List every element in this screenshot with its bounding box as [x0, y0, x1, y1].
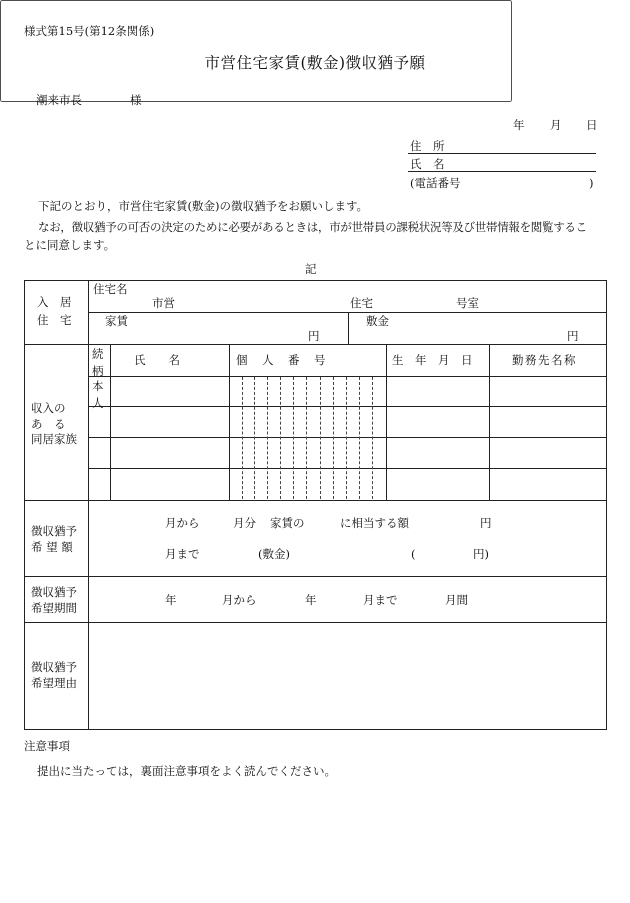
- date-day-label: 日: [586, 118, 598, 132]
- deposit-input[interactable]: [420, 328, 560, 342]
- amount-label-2: 希 望 額: [31, 540, 73, 554]
- period-label-1: 徴収猶予: [31, 585, 77, 599]
- period-year-1: 年: [165, 593, 177, 607]
- period-label-2: 希望期間: [31, 601, 77, 615]
- residence-label-1: 入 居: [37, 295, 72, 309]
- amount-yen-close: 円): [473, 547, 489, 561]
- phone-input[interactable]: [470, 175, 585, 189]
- family-label-2: あ る: [31, 417, 66, 431]
- amount-from-month: 月から: [165, 516, 200, 530]
- amount-paren-open: (: [411, 547, 416, 561]
- workplace-header: 勤務先名称: [512, 353, 577, 367]
- period-months: 月間: [445, 593, 468, 607]
- name-input[interactable]: [455, 156, 593, 170]
- request-text: 下記のとおり，市営住宅家賃(敷金)の徴収猶予をお願いします。: [38, 199, 369, 213]
- period-from-month: 月から: [222, 593, 257, 607]
- relation-header: 続柄: [92, 347, 104, 378]
- reason-label-1: 徴収猶予: [31, 660, 77, 674]
- name-underline: [408, 171, 596, 172]
- family-label-1: 収入の: [31, 401, 66, 415]
- page-title: 市営住宅家賃(敷金)徴収猶予願: [204, 54, 426, 72]
- rent-label: 家賃: [105, 314, 128, 328]
- amount-deposit-paren: (敷金): [258, 547, 290, 561]
- amount-label-1: 徴収猶予: [31, 524, 77, 538]
- birthdate-header: 生 年 月 日: [392, 353, 473, 367]
- housing-name-label: 住宅名: [93, 282, 128, 296]
- amount-yen: 円: [480, 516, 492, 530]
- deposit-label: 敷金: [366, 314, 389, 328]
- ki-label: 記: [305, 262, 317, 276]
- consent-line-2: とに同意します。: [24, 238, 116, 252]
- addressee: 潮来市長: [36, 93, 82, 107]
- date-month-label: 月: [550, 118, 562, 132]
- consent-line-1: なお，徴収猶予の可否の決定のために必要があるときは，市が世帯員の課税状況等及び世帯情報を閲覧するこ: [38, 220, 587, 234]
- address-input[interactable]: [455, 138, 593, 152]
- honorific: 様: [130, 93, 142, 107]
- phone-close: ): [589, 176, 594, 190]
- notes-heading: 注意事項: [24, 739, 70, 753]
- date-year-label: 年: [513, 118, 525, 132]
- form-number: 様式第15号(第12条関係): [24, 24, 155, 38]
- residence-label-2: 住 宅: [37, 313, 72, 327]
- room-suffix: 号室: [456, 296, 479, 310]
- address-label: 住 所: [410, 139, 445, 153]
- name-header: 氏 名: [134, 353, 180, 367]
- city-prefix: 市営: [152, 296, 175, 310]
- amount-rent-text: 家賃の: [270, 516, 305, 530]
- amount-equivalent: に相当する額: [340, 516, 409, 530]
- housing-name-input[interactable]: [178, 295, 343, 309]
- address-underline: [408, 153, 596, 154]
- self-label: 本人: [92, 379, 104, 410]
- deposit-yen: 円: [567, 329, 579, 343]
- room-number-input[interactable]: [378, 295, 453, 309]
- housing-suffix: 住宅: [350, 296, 373, 310]
- phone-label: (電話番号: [410, 176, 461, 190]
- amount-months: 月分: [233, 516, 256, 530]
- name-label: 氏 名: [410, 157, 445, 171]
- amount-to-month: 月まで: [165, 547, 200, 561]
- notes-text: 提出に当たっては，裏面注意事項をよく読んでください。: [37, 764, 336, 778]
- rent-input[interactable]: [150, 328, 300, 342]
- reason-label-2: 希望理由: [31, 676, 77, 690]
- period-year-2: 年: [305, 593, 317, 607]
- rent-yen: 円: [308, 329, 320, 343]
- reason-input[interactable]: [0, 0, 512, 102]
- individual-number-header: 個 人 番 号: [236, 353, 327, 367]
- period-to-month: 月まで: [363, 593, 398, 607]
- family-label-3: 同居家族: [31, 432, 77, 446]
